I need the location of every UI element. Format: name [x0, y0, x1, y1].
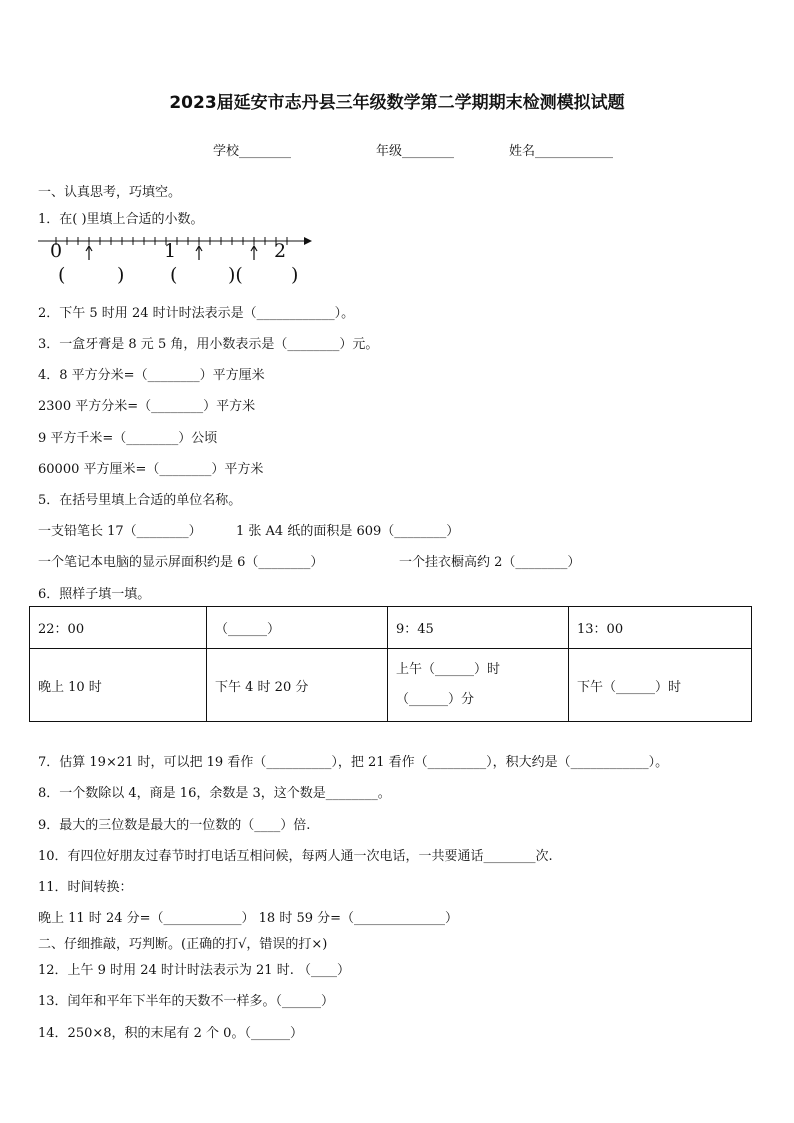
question-5-item-a4: 1 张 A4 纸的面积是 609（________）: [236, 524, 460, 539]
question-2: 2．下午 5 时用 24 时计时法表示是（____________）。: [38, 306, 355, 321]
question-4-line-1: 4．8 平方分米=（________）平方厘米: [38, 368, 265, 383]
time-conversion-table: [29, 606, 752, 722]
table-cell: 下午 4 时 20 分: [207, 649, 388, 722]
question-5-item-laptop: 一个笔记本电脑的显示屏面积约是 6（________）: [38, 555, 324, 570]
question-8: 8．一个数除以 4，商是 16，余数是 3，这个数是________。: [38, 786, 391, 801]
question-6: 6．照样子填一填。: [38, 587, 151, 602]
question-4-line-3: 9 平方千米=（________）公顷: [38, 431, 218, 446]
question-5: 5．在括号里填上合适的单位名称。: [38, 493, 242, 508]
section-1-heading: 一、认真思考，巧填空。: [38, 185, 182, 200]
school-field[interactable]: 学校________: [213, 144, 292, 159]
table-cell-line: 上午（______）时: [396, 662, 501, 677]
page-title: 2023届延安市志丹县三年级数学第二学期期末检测模拟试题: [169, 93, 625, 113]
section-2-heading: 二、仔细推敲，巧判断。(正确的打√，错误的打×): [38, 937, 328, 952]
grade-field[interactable]: 年级________: [376, 144, 455, 159]
table-cell-line: （______）分: [396, 692, 475, 707]
question-5-item-wardrobe: 一个挂衣橱高约 2（________）: [399, 555, 581, 570]
answer-blank-close-3: ): [291, 264, 299, 286]
question-9: 9．最大的三位数是最大的一位数的（____）倍.: [38, 818, 311, 833]
number-line-label-2: 2: [274, 240, 287, 262]
question-7: 7．估算 19×21 时，可以把 19 看作（__________），把 21 看作（_________），积大约是（____________）。: [38, 755, 669, 770]
name-field[interactable]: 姓名____________: [509, 144, 614, 159]
table-cell: 9：45: [388, 607, 569, 649]
question-13: 13．闰年和平年下半年的天数不一样多。（______）: [38, 994, 335, 1009]
answer-blank-open-1: (: [58, 264, 66, 286]
table-row: [30, 607, 752, 649]
question-10: 10．有四位好朋友过春节时打电话互相问候，每两人通一次电话，一共要通话________次.: [38, 849, 553, 864]
table-cell: （______）: [207, 607, 388, 649]
table-cell: 晚上 10 时: [30, 649, 207, 722]
answer-blank-close-2-open-3: )(: [228, 264, 243, 286]
question-11: 11．时间转换：: [38, 880, 133, 895]
question-14: 14．250×8，积的末尾有 2 个 0。（______）: [38, 1026, 303, 1041]
question-1: 1．在( )里填上合适的小数。: [38, 212, 204, 227]
table-row: [30, 649, 752, 722]
table-cell: [388, 649, 569, 722]
answer-blank-close-1: ): [117, 264, 125, 286]
question-4-line-4: 60000 平方厘米=（________）平方米: [38, 462, 264, 477]
number-line-label-0: 0: [50, 240, 63, 262]
question-12: 12．上午 9 时用 24 时计时法表示为 21 时. （____）: [38, 963, 350, 978]
number-line-label-1: 1: [164, 240, 177, 262]
table-cell: 22：00: [30, 607, 207, 649]
table-cell: 下午（______）时: [569, 649, 752, 722]
question-11-line: 晚上 11 时 24 分=（____________） 18 时 59 分=（______________）: [38, 911, 459, 926]
question-5-item-pencil: 一支铅笔长 17（________）: [38, 524, 202, 539]
answer-blank-open-2: (: [170, 264, 178, 286]
question-3: 3．一盒牙膏是 8 元 5 角，用小数表示是（________）元。: [38, 337, 379, 352]
question-4-line-2: 2300 平方分米=（________）平方米: [38, 399, 256, 414]
table-cell: 13：00: [569, 607, 752, 649]
